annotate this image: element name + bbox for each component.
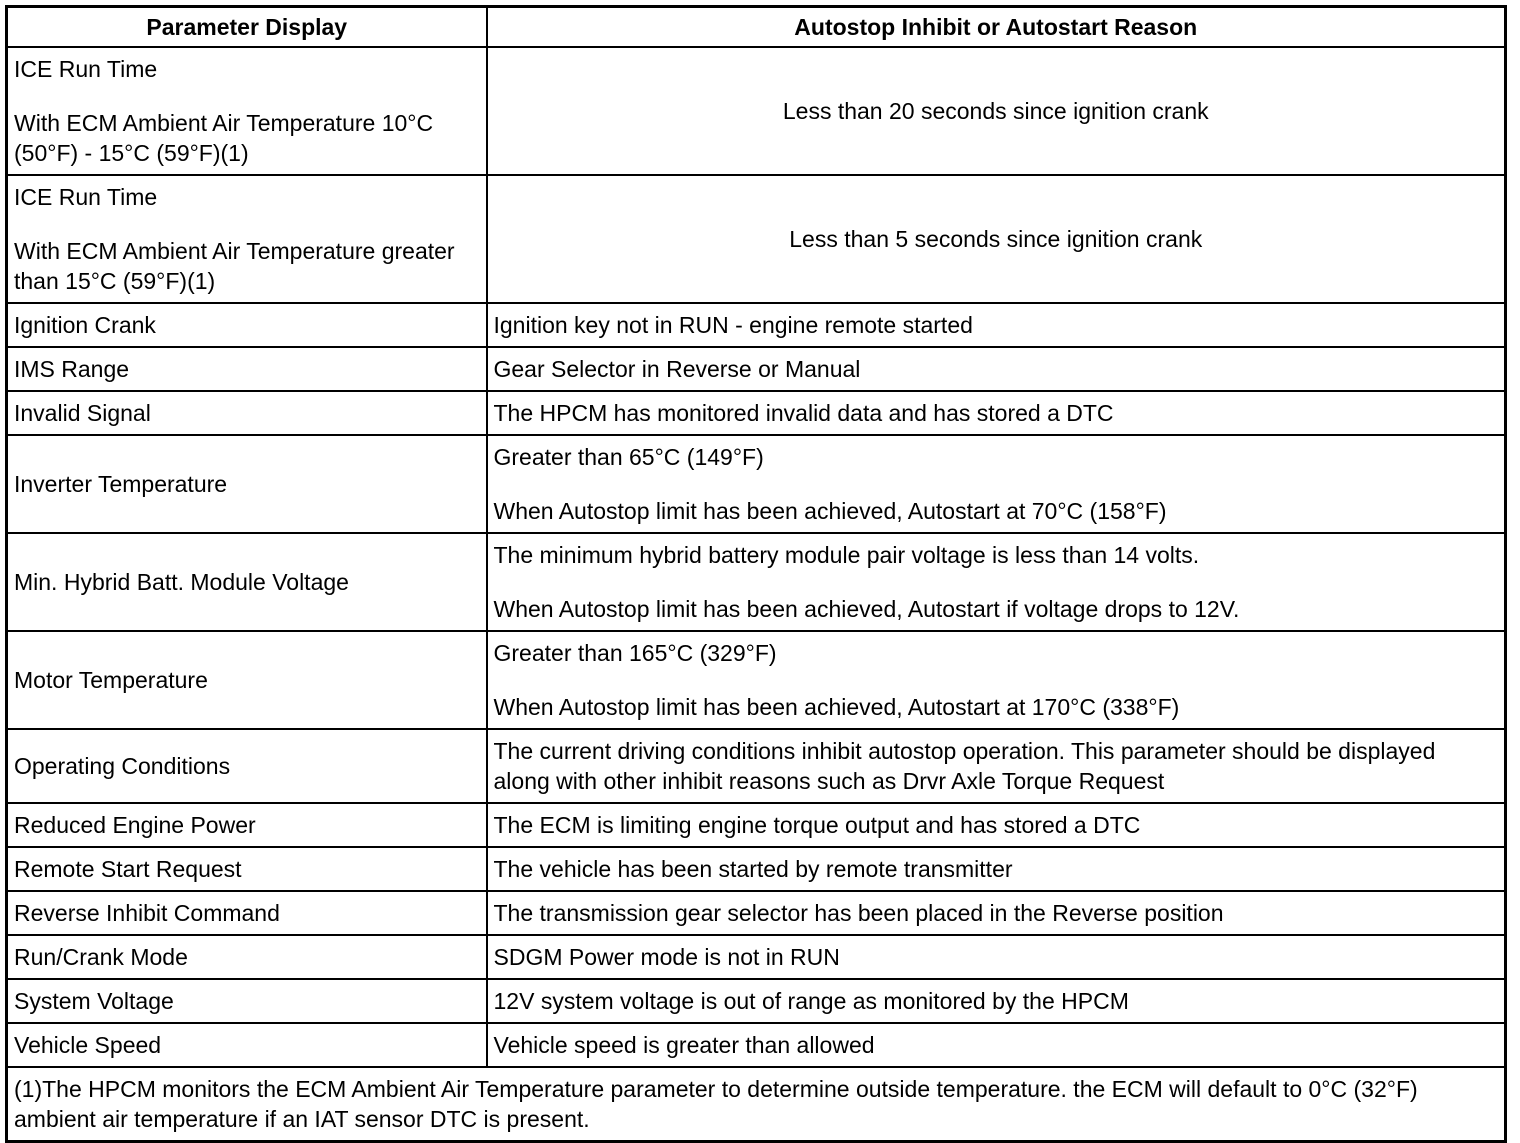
param-cell: IMS Range — [7, 347, 487, 391]
reason-cell — [487, 47, 1506, 175]
table-row — [7, 729, 1506, 803]
reason-text: Less than 20 seconds since ignition crank — [782, 98, 1209, 124]
reason-cell: Vehicle speed is greater than allowed — [487, 1023, 1506, 1067]
table-row — [7, 631, 1506, 729]
param-cell: Ignition Crank — [7, 303, 487, 347]
reason-text: Greater than 165°C (329°F) — [493, 640, 777, 666]
table-row — [7, 533, 1506, 631]
param-cell — [7, 47, 487, 175]
reason-text: Greater than 65°C (149°F) — [493, 444, 764, 470]
param-cell: Inverter Temperature — [7, 435, 487, 533]
reason-text: Less than 5 seconds since ignition crank — [789, 226, 1203, 252]
reason-cell: Gear Selector in Reverse or Manual — [487, 347, 1506, 391]
reason-cell: SDGM Power mode is not in RUN — [487, 935, 1506, 979]
param-text: ICE Run Time — [14, 184, 158, 210]
reason-text: The minimum hybrid battery module pair voltage is less than 14 volts. — [493, 542, 1200, 568]
table-row — [7, 175, 1506, 303]
table-row — [7, 391, 1506, 435]
param-cell: System Voltage — [7, 979, 487, 1023]
reason-cell — [487, 533, 1506, 631]
header-row — [7, 7, 1506, 48]
table-row — [7, 935, 1506, 979]
header-parameter-display: Parameter Display — [7, 7, 487, 48]
table-row — [7, 47, 1506, 175]
table-row — [7, 347, 1506, 391]
table-row — [7, 435, 1506, 533]
table-row — [7, 847, 1506, 891]
reason-text: When Autostop limit has been achieved, Autostart at 170°C (338°F) — [493, 694, 1180, 720]
reason-cell: The transmission gear selector has been placed in the Reverse position — [487, 891, 1506, 935]
param-text: With ECM Ambient Air Temperature greater than 15°C (59°F)(1) — [14, 238, 455, 294]
reason-cell: The current driving conditions inhibit autostop operation. This parameter should be displayed along with other inhibit reasons such as Drvr Axle Torque Request — [487, 729, 1506, 803]
reason-cell: The vehicle has been started by remote transmitter — [487, 847, 1506, 891]
param-text: With ECM Ambient Air Temperature 10°C (50°F) - 15°C (59°F)(1) — [14, 110, 434, 166]
table-row — [7, 303, 1506, 347]
reason-cell — [487, 435, 1506, 533]
reason-cell: 12V system voltage is out of range as monitored by the HPCM — [487, 979, 1506, 1023]
table-row — [7, 891, 1506, 935]
table-row — [7, 803, 1506, 847]
param-cell: Remote Start Request — [7, 847, 487, 891]
footnote-row — [7, 1067, 1506, 1142]
header-autostop-reason: Autostop Inhibit or Autostart Reason — [487, 7, 1506, 48]
param-cell: Min. Hybrid Batt. Module Voltage — [7, 533, 487, 631]
table-row — [7, 1023, 1506, 1067]
param-cell: Vehicle Speed — [7, 1023, 487, 1067]
param-cell: Invalid Signal — [7, 391, 487, 435]
table-row — [7, 979, 1506, 1023]
parameter-table — [5, 5, 1507, 1143]
reason-cell — [487, 631, 1506, 729]
param-cell — [7, 175, 487, 303]
reason-text: When Autostop limit has been achieved, Autostart at 70°C (158°F) — [493, 498, 1167, 524]
param-cell: Motor Temperature — [7, 631, 487, 729]
param-cell: Reduced Engine Power — [7, 803, 487, 847]
param-text: ICE Run Time — [14, 56, 158, 82]
reason-cell: The ECM is limiting engine torque output and has stored a DTC — [487, 803, 1506, 847]
param-cell: Operating Conditions — [7, 729, 487, 803]
reason-cell: The HPCM has monitored invalid data and has stored a DTC — [487, 391, 1506, 435]
footnote-text: (1)The HPCM monitors the ECM Ambient Air Temperature parameter to determine outside temperature. the ECM will default to 0°C (32°F) ambient air temperature if an IAT sensor DTC is present. — [7, 1067, 1506, 1142]
reason-cell: Ignition key not in RUN - engine remote started — [487, 303, 1506, 347]
reason-text: When Autostop limit has been achieved, Autostart if voltage drops to 12V. — [493, 596, 1240, 622]
param-cell: Run/Crank Mode — [7, 935, 487, 979]
reason-cell — [487, 175, 1506, 303]
param-cell: Reverse Inhibit Command — [7, 891, 487, 935]
